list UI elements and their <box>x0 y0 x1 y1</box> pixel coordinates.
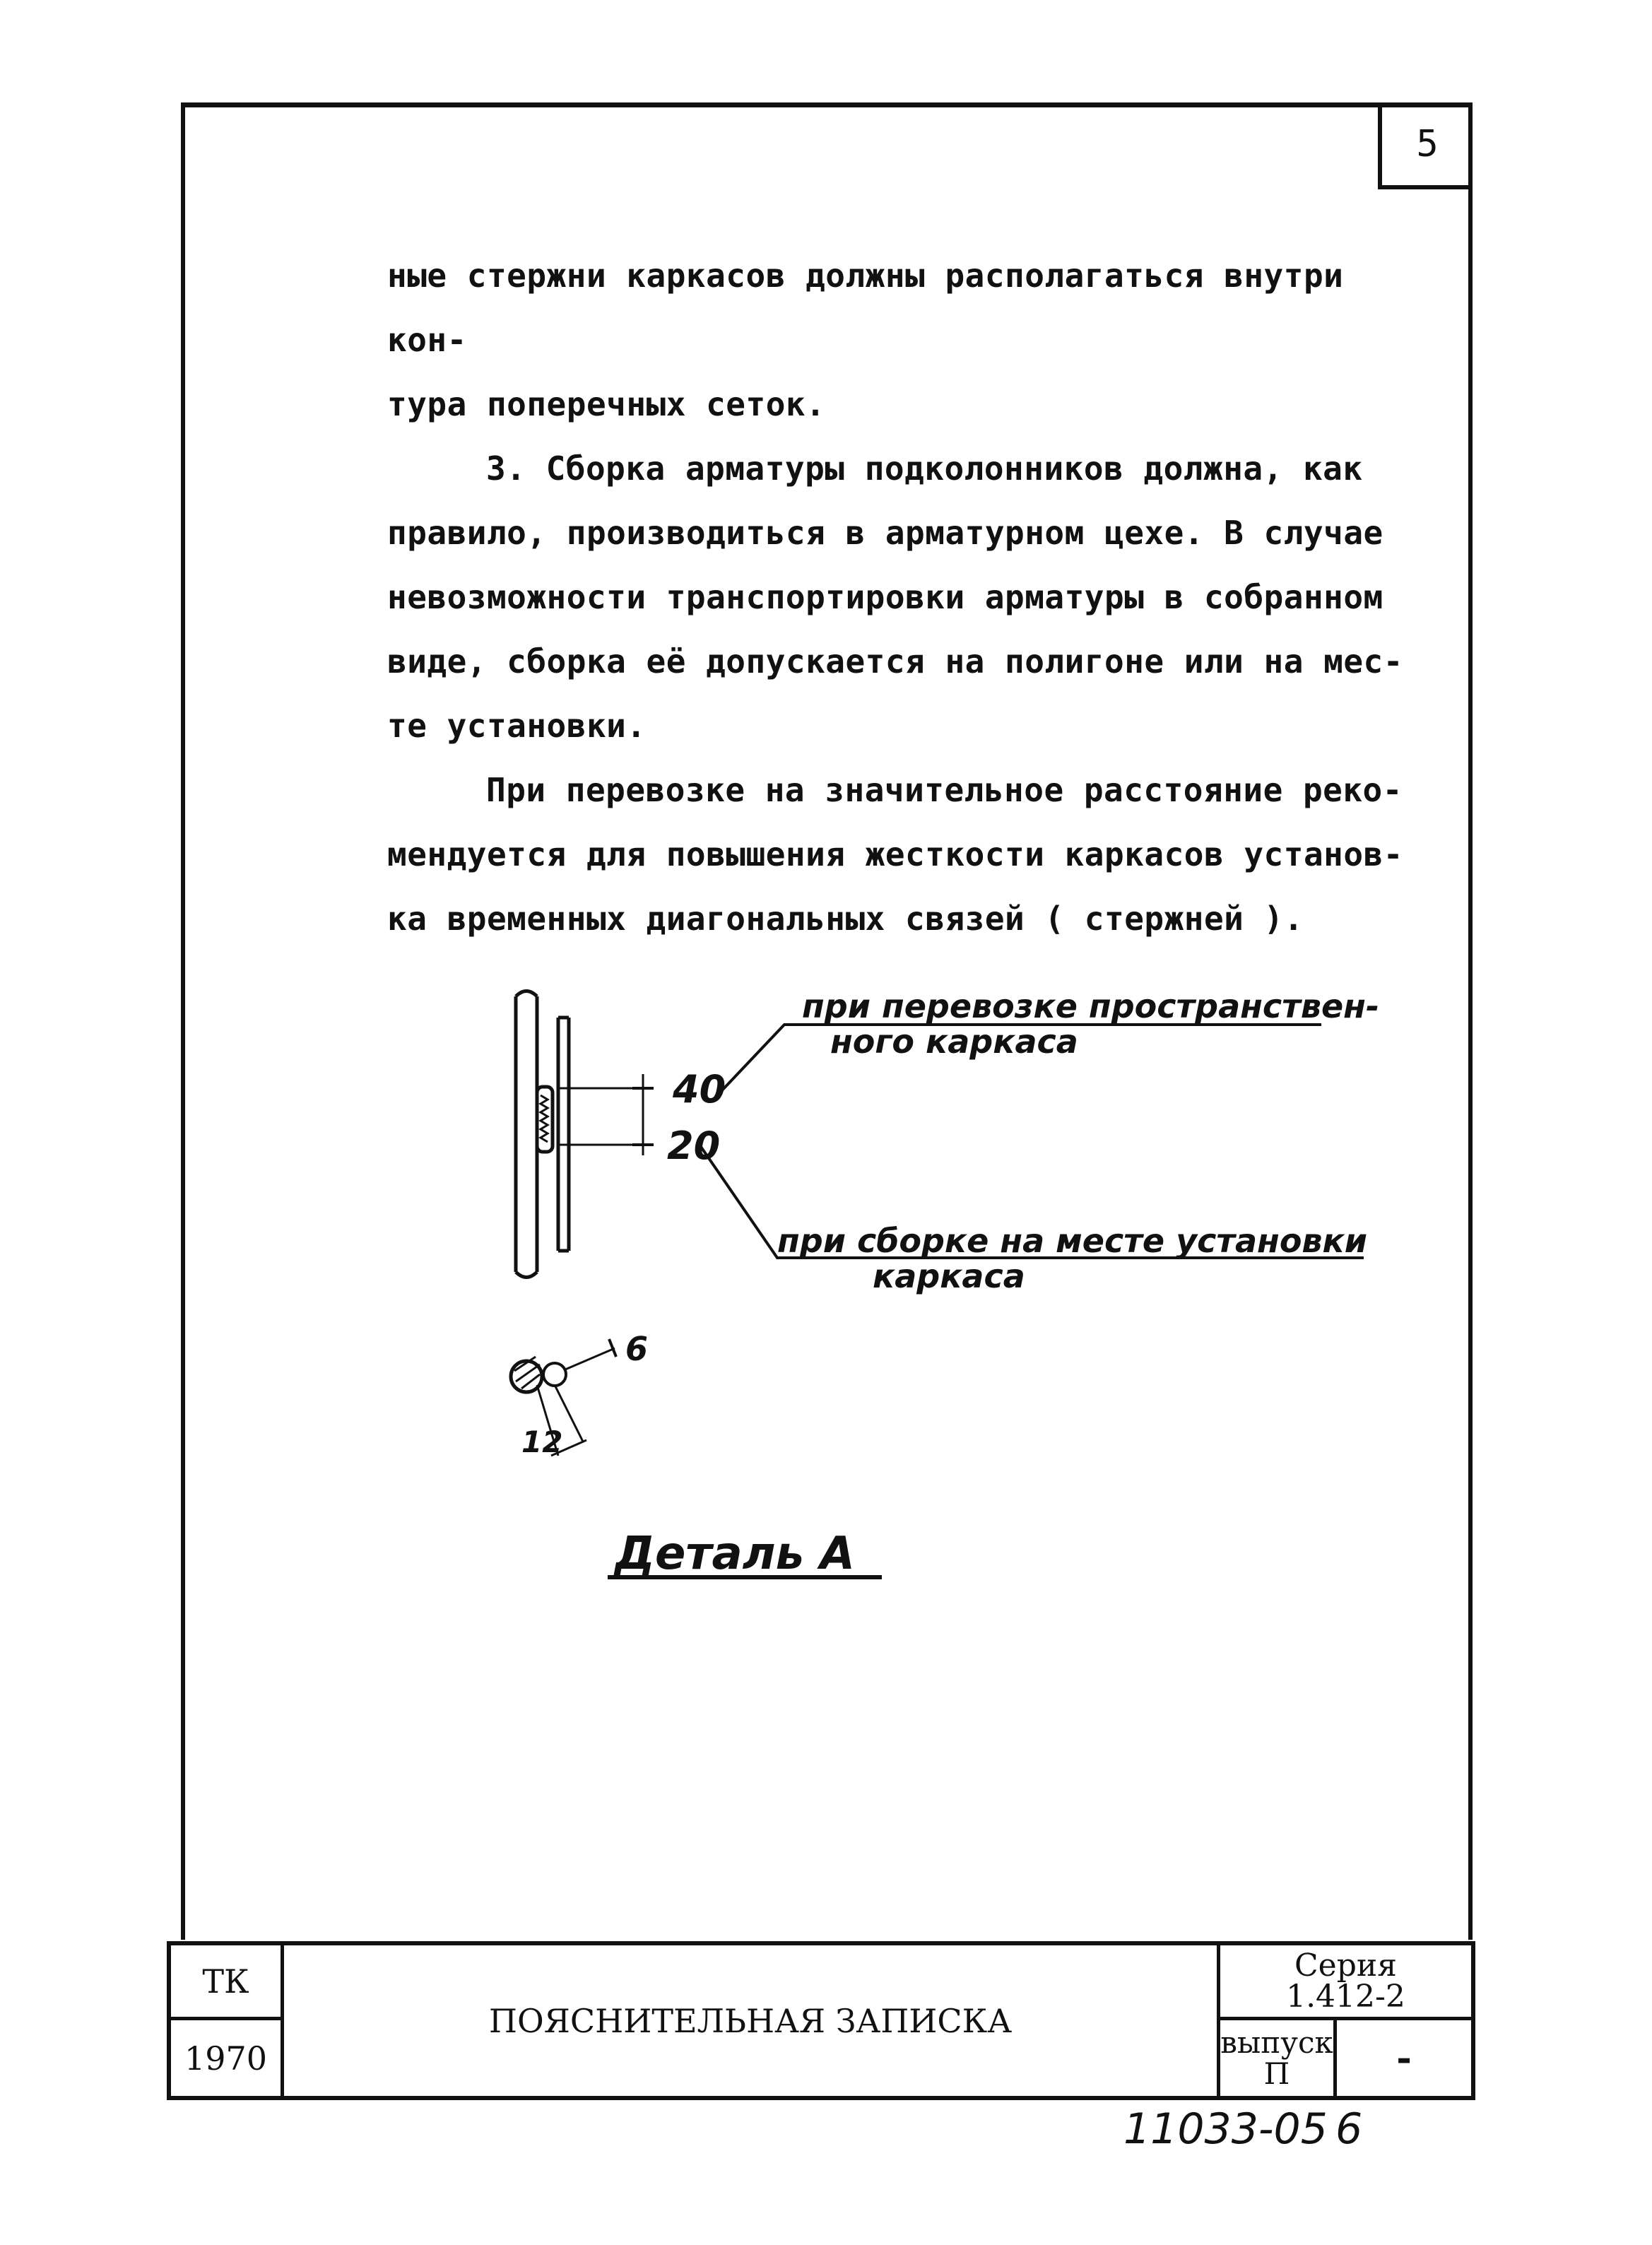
title-block <box>167 1941 1475 2100</box>
dim-20-label: 20 <box>667 1124 721 1168</box>
weld-hatch <box>541 1095 548 1142</box>
text-line: 3. Сборка арматуры подколонников должна, как <box>486 449 1363 488</box>
text-line: виде, сборка её допускается на полигоне или на мес- <box>387 642 1403 680</box>
text-line: правило, производиться в арматурном цехе. В случае <box>387 514 1383 552</box>
dim-6-label: 6 <box>625 1330 649 1368</box>
note-transport-line1: при перевозке пространствен- <box>802 987 1380 1025</box>
bar-top-cap <box>516 991 537 997</box>
footer-sheet-number: 6 <box>1335 2104 1363 2154</box>
series-cell <box>1217 1945 1471 2020</box>
page-number: 5 <box>1378 103 1473 189</box>
year-cell: 1970 <box>171 2020 284 2096</box>
series-value: 1.412-2 <box>1286 1978 1405 2015</box>
issue-cell <box>1217 2020 1337 2096</box>
org-cell: ТК <box>171 1945 284 2020</box>
dim-12-label: 12 <box>521 1425 563 1459</box>
text-line: невозможности транспортировки арматуры в собранном <box>387 578 1383 616</box>
text-line: ные стержни каркасов должны располагаться внутри кон- <box>387 257 1344 359</box>
text-line: те установки. <box>387 707 647 745</box>
dim-line <box>565 1348 615 1369</box>
document-number: 11033-05 <box>1123 2104 1328 2154</box>
note-transport-line2: ного каркаса <box>830 1023 1078 1061</box>
document-title: ПОЯСНИТЕЛЬНАЯ ЗАПИСКА <box>488 2001 1013 2040</box>
note-assembly-line2: каркаса <box>873 1257 1025 1295</box>
series-label: Серия <box>1294 1947 1397 1984</box>
issue-label: выпуск <box>1220 2025 1333 2060</box>
text-line: ка временных диагональных связей ( стержней ). <box>387 900 1304 938</box>
text-line: тура поперечных сеток. <box>387 385 826 423</box>
detail-caption: Деталь А <box>615 1528 855 1580</box>
dim-tick <box>609 1339 616 1357</box>
text-line: мендуется для повышения жесткости каркасов установ- <box>387 835 1403 873</box>
text-line: При перевозке на значительное расстояние реко- <box>486 771 1403 809</box>
issue-value: П <box>1263 2056 1290 2091</box>
rod-section <box>543 1363 566 1386</box>
dim-40-label: 40 <box>673 1067 726 1112</box>
sheet-cell: - <box>1396 2037 1412 2080</box>
note-assembly-line1: при сборке на месте установки <box>777 1222 1367 1260</box>
bar-bottom-cap <box>516 1272 537 1278</box>
